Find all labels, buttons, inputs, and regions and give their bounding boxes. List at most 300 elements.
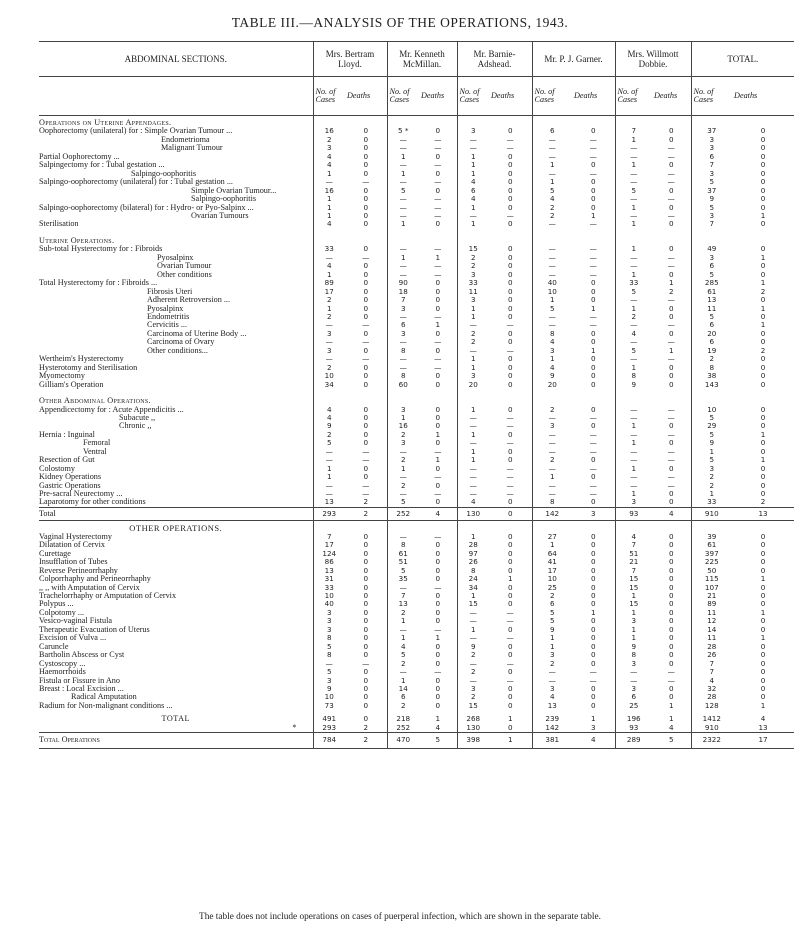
table-row [39, 338, 794, 346]
cases-cell: 4 [615, 330, 652, 338]
cases-cell: — [387, 178, 419, 186]
row-label: Carcinoma of Ovary [147, 338, 215, 347]
cases-cell: 61 [387, 550, 419, 558]
cases-cell [313, 394, 345, 405]
cases-header: No. of Cases [691, 77, 732, 116]
row-label: Malignant Tumour [161, 144, 223, 153]
deaths-header: Deaths [572, 77, 615, 116]
row-label: Gilliam's Operation [39, 380, 104, 389]
deaths-cell: 0 [760, 195, 766, 204]
deaths-cell: 0 [363, 372, 369, 381]
deaths-cell: 0 [590, 659, 596, 668]
cases-cell: 33 [313, 245, 345, 253]
cases-cell: 6 [691, 338, 732, 346]
deaths-cell [652, 394, 691, 405]
row-label: Fibrosis Uteri [147, 287, 193, 296]
cases-cell: 25 [532, 584, 572, 592]
cases-cell: 2 [457, 330, 489, 338]
cases-header: No. of Cases [457, 77, 489, 116]
cases-cell: 8 [532, 498, 572, 507]
cases-cell: 7 [615, 541, 652, 549]
cases-cell: — [387, 364, 419, 372]
deaths-cell: 1 [760, 608, 766, 617]
row-label: ,, ,, with Amputation of Cervix [39, 583, 140, 592]
deaths-cell: — [667, 144, 675, 153]
cases-cell: 64 [532, 550, 572, 558]
deaths-cell: 0 [590, 625, 596, 634]
deaths-cell [489, 521, 532, 533]
cases-cell: 38 [691, 372, 732, 380]
deaths-cell: 0 [507, 625, 513, 634]
cases-cell: 218 [387, 715, 419, 723]
cases-cell: 26 [457, 558, 489, 566]
deaths-cell: — [506, 659, 514, 668]
deaths-cell: 0 [507, 253, 513, 262]
cases-cell: 13 [313, 567, 345, 575]
deaths-cell: 0 [760, 583, 766, 592]
cases-cell: 28 [691, 693, 732, 701]
deaths-cell: — [667, 169, 675, 178]
deaths-cell: — [434, 447, 442, 456]
deaths-cell [652, 521, 691, 533]
row-label: Salpingo-oophorectomy (bilateral) for : Hydro- or Pyo-Salpinx ... [39, 203, 254, 212]
cases-cell: 2 [457, 668, 489, 676]
deaths-cell: — [362, 456, 370, 465]
table-row [39, 651, 794, 659]
cases-cell: 9 [691, 439, 732, 447]
cases-cell: 13 [313, 498, 345, 507]
deaths-cell: 0 [507, 685, 513, 693]
cases-cell: 3 [387, 439, 419, 447]
deaths-cell: 2 [345, 507, 387, 520]
deaths-cell: 1 [668, 715, 674, 724]
cases-cell: — [387, 490, 419, 498]
deaths-cell: 0 [435, 558, 441, 567]
cases-cell: 2 [691, 473, 732, 481]
row-label: Curettage [39, 549, 71, 558]
row-label: Breast : Local Excision ... [39, 685, 124, 693]
deaths-cell: 0 [760, 447, 766, 456]
deaths-cell: 0 [435, 422, 441, 431]
cases-cell: 3 [615, 685, 652, 693]
deaths-cell: 1 [590, 304, 596, 313]
table-row [39, 187, 794, 195]
table-row [39, 406, 794, 414]
deaths-cell: 0 [760, 186, 766, 195]
table-row [39, 456, 794, 464]
deaths-cell: 0 [668, 380, 674, 389]
cases-cell: 1 [532, 473, 572, 481]
deaths-cell: 0 [590, 405, 596, 414]
cases-cell [615, 234, 652, 245]
table-row [39, 212, 794, 220]
deaths-cell: 0 [760, 659, 766, 668]
cases-cell: 7 [615, 127, 652, 135]
row-label: Fistula or Fissure in Ano [39, 676, 120, 685]
cases-cell: 1 [387, 254, 419, 262]
table-row [39, 634, 794, 642]
table-row [39, 204, 794, 212]
cases-cell: 33 [691, 498, 732, 507]
deaths-cell: — [362, 659, 370, 668]
cases-cell: 1 [615, 592, 652, 600]
cases-cell: 2 [313, 296, 345, 304]
cases-cell: 2 [387, 660, 419, 668]
cases-cell: 124 [313, 550, 345, 558]
cases-cell: — [615, 414, 652, 422]
cases-cell: 21 [615, 558, 652, 566]
deaths-cell: 0 [363, 693, 369, 702]
cases-cell: 34 [313, 381, 345, 389]
deaths-cell: 0 [507, 178, 513, 187]
deaths-cell: 0 [590, 127, 596, 136]
cases-cell: 3 [532, 651, 572, 659]
cases-cell: — [615, 153, 652, 161]
table-row [39, 677, 794, 685]
deaths-cell: 0 [668, 490, 674, 499]
deaths-cell: 1 [590, 211, 596, 220]
deaths-cell: — [434, 203, 442, 212]
cases-cell: 16 [313, 187, 345, 195]
cases-cell: — [532, 153, 572, 161]
deaths-cell: 0 [363, 439, 369, 448]
deaths-cell: 0 [507, 195, 513, 204]
row-label: Myomectomy [39, 372, 85, 381]
deaths-cell: — [667, 211, 675, 220]
footnote: The table does not include operations on cases of puerperal infection, which are shown in the separate table. [199, 912, 601, 922]
deaths-cell: — [506, 413, 514, 422]
cases-cell: 2 [457, 338, 489, 346]
cases-cell: 3 [691, 212, 732, 220]
deaths-cell: 0 [507, 583, 513, 592]
deaths-cell [572, 394, 615, 405]
deaths-cell: — [667, 447, 675, 456]
deaths-cell: 0 [435, 651, 441, 660]
cases-cell: 9 [691, 195, 732, 203]
cases-cell: 61 [691, 288, 732, 296]
cases-cell: — [615, 473, 652, 481]
deaths-cell: 0 [590, 617, 596, 626]
deaths-cell: 0 [668, 422, 674, 431]
cases-cell: 2 [313, 431, 345, 439]
cases-cell: 9 [615, 381, 652, 389]
deaths-cell: 1 [435, 430, 441, 439]
cases-cell: — [313, 490, 345, 498]
cases-cell: 107 [691, 584, 732, 592]
cases-cell: — [615, 482, 652, 490]
deaths-cell: 0 [760, 380, 766, 389]
table-row [39, 195, 794, 203]
cases-cell: — [457, 144, 489, 152]
deaths-cell: 0 [435, 304, 441, 313]
row-label: Pyosalpinx [147, 304, 184, 313]
row-label: Reverse Perineorrhaphy [39, 566, 118, 575]
row-label: Salpingo-oophoritis [191, 195, 257, 204]
deaths-cell: — [434, 355, 442, 364]
deaths-cell: 2 [760, 346, 766, 355]
cases-cell: 2 [387, 431, 419, 439]
cases-cell: 26 [691, 651, 732, 659]
deaths-cell: 1 [489, 733, 532, 748]
cases-cell: 5 * [387, 127, 419, 135]
cases-cell [387, 521, 419, 533]
cases-cell: 5 [387, 187, 419, 195]
cases-cell: 10 [532, 288, 572, 296]
cases-cell: 1 [457, 364, 489, 372]
row-label: Pyosalpinx [157, 253, 194, 262]
deaths-cell: 4 [572, 733, 615, 748]
cases-cell: 16 [387, 422, 419, 430]
deaths-cell: 5 [419, 733, 457, 748]
deaths-cell: — [506, 321, 514, 330]
cases-cell: 2 [387, 456, 419, 464]
cases-cell: — [532, 245, 572, 253]
cases-cell: 28 [691, 643, 732, 651]
cases-cell: 1 [457, 456, 489, 464]
deaths-cell: 0 [760, 541, 766, 550]
cases-cell: 3 [313, 609, 345, 617]
row-label: Other Abdominal Operations. [39, 396, 151, 406]
cases-cell: 4 [457, 195, 489, 203]
deaths-cell: 0 [668, 498, 674, 507]
table-row [39, 313, 794, 321]
cases-cell: 39 [691, 533, 732, 541]
cases-cell: 40 [313, 600, 345, 608]
deaths-cell: 0 [760, 405, 766, 414]
deaths-cell: 0 [363, 203, 369, 212]
cases-cell: — [532, 170, 572, 178]
cases-cell: 1 [457, 431, 489, 439]
deaths-cell: 0 [435, 287, 441, 296]
deaths-cell: 1 [668, 279, 674, 288]
deaths-cell: 0 [435, 592, 441, 601]
deaths-cell: 0 [507, 203, 513, 212]
cases-cell: — [615, 448, 652, 456]
deaths-cell: 0 [760, 642, 766, 651]
cases-cell: 3 [691, 254, 732, 262]
table-row [39, 178, 794, 186]
deaths-cell: 0 [489, 507, 532, 520]
cases-cell: 50 [691, 567, 732, 575]
cases-cell: 1 [615, 161, 652, 169]
cases-cell: 5 [532, 609, 572, 617]
deaths-cell: 0 [435, 575, 441, 584]
cases-cell: 5 [387, 498, 419, 507]
deaths-cell: 0 [363, 651, 369, 660]
cases-cell: 1 [615, 305, 652, 313]
deaths-cell: 0 [760, 464, 766, 473]
deaths-cell: 0 [435, 279, 441, 288]
deaths-cell: — [434, 161, 442, 170]
table-row [39, 245, 794, 253]
table-row [39, 660, 794, 668]
cases-cell: 6 [532, 600, 572, 608]
cases-cell: — [457, 321, 489, 329]
cases-cell: — [532, 490, 572, 498]
cases-cell: 1 [615, 136, 652, 144]
row-label: Vesico-vaginal Fistula [39, 617, 112, 626]
deaths-cell [572, 521, 615, 533]
deaths-cell: 0 [507, 270, 513, 279]
deaths-cell: — [589, 152, 597, 161]
cases-cell: 1 [532, 161, 572, 169]
blank-header [39, 77, 313, 116]
table-row [39, 533, 794, 541]
cases-cell: 31 [313, 575, 345, 583]
row-label: Other conditions... [147, 346, 208, 355]
deaths-cell: 0 [668, 135, 674, 144]
cases-cell: 33 [313, 584, 345, 592]
row-label: Caruncle [39, 642, 69, 651]
deaths-cell: 0 [760, 481, 766, 490]
row-label: Pre-sacral Neurectomy ... [39, 490, 123, 499]
row-label: Femoral [83, 439, 111, 448]
deaths-cell: 0 [363, 270, 369, 279]
cases-cell: — [532, 439, 572, 447]
cases-cell: 3 [313, 330, 345, 338]
deaths-cell: 0 [363, 592, 369, 601]
deaths-cell: 0 [760, 413, 766, 422]
cases-cell: 289 [615, 733, 652, 748]
cases-cell: 1 [615, 626, 652, 634]
deaths-cell: 0 [760, 169, 766, 178]
row-label: Ventral [83, 447, 107, 456]
cases-cell [313, 116, 345, 128]
cases-cell: 268 [457, 715, 489, 723]
cases-cell: 17 [313, 541, 345, 549]
deaths-cell: 0 [590, 541, 596, 550]
cases-cell: — [387, 245, 419, 253]
column-subheaders [39, 77, 794, 116]
deaths-cell: — [667, 178, 675, 187]
cases-cell: 20 [532, 381, 572, 389]
table-row [39, 262, 794, 270]
cases-cell: 3 [313, 617, 345, 625]
cases-cell: 910 [691, 507, 732, 520]
cases-cell: 4 [532, 364, 572, 372]
deaths-cell: 0 [507, 304, 513, 313]
deaths-cell: — [667, 321, 675, 330]
deaths-cell: 0 [507, 186, 513, 195]
deaths-cell: 0 [668, 617, 674, 626]
cases-cell [615, 394, 652, 405]
cases-cell: 7 [691, 660, 732, 668]
cases-cell: 1 [387, 677, 419, 685]
deaths-cell: 0 [363, 701, 369, 710]
deaths-cell: 0 [507, 245, 513, 254]
deaths-cell [489, 394, 532, 405]
cases-cell [457, 116, 489, 128]
deaths-cell: — [667, 152, 675, 161]
cases-cell: 15 [457, 702, 489, 710]
table-row [39, 567, 794, 575]
section-row [39, 394, 794, 405]
deaths-cell: 0 [668, 245, 674, 254]
cases-cell: — [313, 178, 345, 186]
row-label: Total Hysterectomy for : Fibroids ... [39, 279, 158, 288]
cases-cell: 398 [457, 733, 489, 748]
table-row [39, 271, 794, 279]
deaths-cell: — [434, 668, 442, 677]
deaths-cell: 1 [435, 321, 441, 330]
deaths-header: Deaths [652, 77, 691, 116]
deaths-cell: 0 [760, 651, 766, 660]
cases-cell: — [457, 677, 489, 685]
cases-cell: 10 [313, 693, 345, 701]
deaths-cell: 4 [435, 723, 441, 732]
cases-cell: 910 [691, 724, 732, 733]
table-row [39, 584, 794, 592]
cases-cell: — [387, 161, 419, 169]
cases-cell: 196 [615, 715, 652, 723]
deaths-cell: 0 [435, 498, 441, 507]
cases-cell: — [532, 136, 572, 144]
cases-cell: 8 [387, 372, 419, 380]
deaths-cell: 0 [760, 549, 766, 558]
deaths-cell [345, 521, 387, 533]
deaths-cell: 0 [435, 413, 441, 422]
deaths-cell [732, 234, 794, 245]
deaths-cell: 0 [590, 600, 596, 609]
deaths-cell: 0 [760, 329, 766, 338]
deaths-cell: 0 [435, 659, 441, 668]
deaths-cell: 0 [760, 127, 766, 136]
table-row [39, 170, 794, 178]
cases-cell: 5 [532, 305, 572, 313]
cases-cell: 143 [691, 381, 732, 389]
cases-cell: 37 [691, 187, 732, 195]
cases-cell: 1 [387, 617, 419, 625]
table-row [39, 685, 794, 693]
deaths-cell: 1 [507, 715, 513, 724]
deaths-cell: 0 [507, 651, 513, 660]
cases-cell: 21 [691, 592, 732, 600]
cases-cell: 3 [313, 677, 345, 685]
deaths-cell: 0 [507, 405, 513, 414]
cases-cell: — [532, 465, 572, 473]
cases-cell: 115 [691, 575, 732, 583]
deaths-cell: 0 [760, 178, 766, 187]
cases-cell: 11 [457, 288, 489, 296]
cases-cell: — [457, 660, 489, 668]
cases-cell: 14 [691, 626, 732, 634]
cases-cell: 381 [532, 733, 572, 748]
deaths-cell: — [434, 532, 442, 541]
deaths-cell: 0 [435, 676, 441, 685]
cases-cell: 9 [532, 626, 572, 634]
total-header: TOTAL. [691, 42, 794, 77]
cases-cell: — [615, 170, 652, 178]
row-label: Polypus ... [39, 600, 74, 609]
deaths-cell: 0 [507, 220, 513, 229]
cases-cell: — [615, 406, 652, 414]
cases-cell: 6 [387, 321, 419, 329]
deaths-cell: 0 [507, 372, 513, 381]
cases-cell: 9 [313, 685, 345, 693]
cases-cell: — [387, 262, 419, 270]
table-row [39, 600, 794, 608]
cases-cell: 11 [691, 609, 732, 617]
row-label: Excision of Vulva ... [39, 634, 107, 643]
deaths-cell: 2 [760, 498, 766, 507]
cases-cell: 1 [313, 271, 345, 279]
cases-cell: 1 [313, 204, 345, 212]
deaths-cell: — [667, 262, 675, 271]
deaths-cell: 0 [507, 279, 513, 288]
cases-cell: 3 [457, 271, 489, 279]
cases-cell: 5 [691, 456, 732, 464]
row-label: Sterilisation [39, 220, 79, 229]
